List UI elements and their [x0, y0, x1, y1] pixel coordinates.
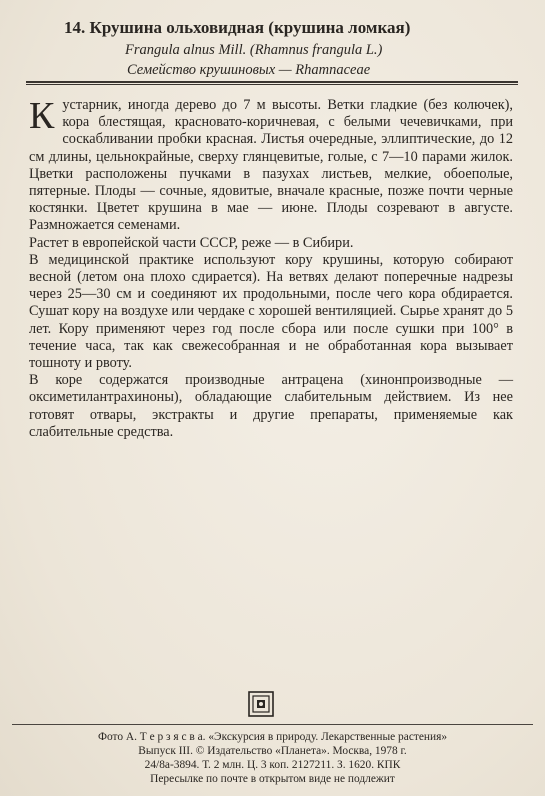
- latin-name: Frangula alnus Mill. (Rhamnus frangula L.): [125, 42, 383, 58]
- paragraph-composition: В коре содержатся производные антрацена (хинонпроизводные — оксиметилантрахиноны), обладающие слабительным действием. Из нее готовят отвары, экстракты и другие препараты, применяемые как слабительные средства.: [29, 372, 513, 440]
- card-title: 14. Крушина ольховидная (крушина ломкая): [64, 18, 411, 37]
- header-divider-thin: [26, 84, 518, 85]
- imprint-mail-note: Пересылке по почте в открытом виде не подлежит: [150, 773, 395, 785]
- family-name: Семейство крушиновых — Rhamnaceae: [127, 62, 371, 78]
- publisher-logo-icon: [248, 691, 274, 717]
- footer-divider: [12, 724, 533, 725]
- description-text: [29, 97, 513, 441]
- imprint-photo-credit: Фото А. Т е р з я с в а. «Экскурсия в природу. Лекарственные растения»: [97, 731, 448, 743]
- drop-cap: К: [29, 95, 55, 137]
- paragraph-habitat: Растет в европейской части СССР, реже — в Сибири.: [29, 234, 354, 251]
- imprint-publisher: Выпуск III. © Издательство «Планета». Москва, 1978 г.: [138, 745, 407, 757]
- paragraph-usage: В медицинской практике используют кору крушины, которую собирают весной (летом она плохо сдирается). На ветвях делают поперечные надрезы через 25—30 см и соединяют их продольными, после чего кора обдирается. Сушат кору на воздухе или чердаке с хорошей вентиляцией. Сырье хранят до 5 лет. Кору применяют через год после сбора или после сушки при 100° в течение часа, так как свежесобранная и не обработанная кора вызывает тошноту и рвоту.: [29, 251, 513, 372]
- header: [26, 8, 518, 81]
- imprint-print-info: 24/8а-3894. Т. 2 млн. Ц. 3 коп. 2127211. З. 1620. КПК: [144, 759, 401, 771]
- paragraph-description-text: устарник, иногда дерево до 7 м высоты. Ветки гладкие (без колючек), кора блестящая, красновато-коричневая, с белыми чечевичками, при соскабливании пробки красная. Листья очередные, эллиптические, до 12 см длины, цельнокрайные, сверху глянцевитые, голые, с 7—10 парами жилок. Цветки расположены пучками в пазухах листьев, мелкие, обоеполые, пятерные. Плоды — сочные, ядовитые, вначале красные, позже почти черные костянки. Цветет крушина в мае — июне. Плоды созревают в августе. Размножается семенами.: [29, 97, 513, 234]
- header-divider: [26, 81, 518, 83]
- paragraph-description: [29, 97, 513, 235]
- imprint: [12, 730, 533, 786]
